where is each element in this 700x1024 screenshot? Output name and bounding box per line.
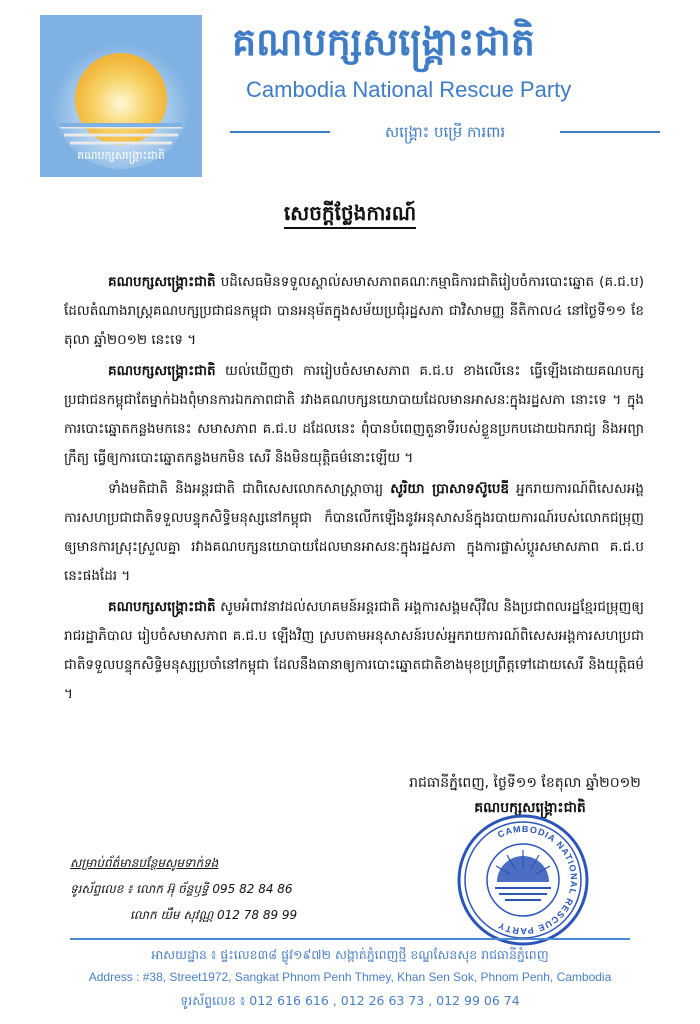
paragraph-text: សូមអំពាវនាវដល់សហគមន៍អន្តរជាតិ អង្គការសង្គមស៊ីវិល និងប្រជាពលរដ្ឋខ្មែរជម្រុញឲ្យរាជរដ្ឋាភិបាល រៀបចំសមាសភាព គ.ជ.ប ឡើងវិញ ស្របតាមអនុសាសន៍របស់អ្នករាយការណ៍ពិសេសអង្គការសហប្រជាជាតិទទួលបន្ទុកសិទ្ធិមនុស្សប្រចាំនៅកម្ពុជា ដែលនឹងធានាឲ្យការបោះឆ្នោតជាតិខាងមុខប្រព្រឹត្តទៅដោយសេរី និងយុត្តិធម៌ ។: [64, 599, 644, 702]
motto-row: [230, 120, 660, 144]
paragraph-lead: គណបក្សសង្គ្រោះជាតិ: [108, 274, 216, 290]
footer: [0, 943, 700, 1012]
place-and-date: រាជធានីភ្នំពេញ, ថ្ងៃទី១១ ខែតុលា ឆ្នាំ២០១២: [409, 775, 641, 791]
party-motto: សង្គ្រោះ បម្រើ ការពារ: [384, 123, 506, 141]
paragraph-lead: គណបក្សសង្គ្រោះជាតិ: [108, 599, 216, 615]
paragraph-lead: គណបក្សសង្គ្រោះជាតិ: [108, 363, 216, 379]
motto-divider-right: [560, 131, 660, 133]
party-logo: [40, 15, 202, 177]
paragraph-text: ទាំងមតិជាតិ និងអន្តរជាតិ ជាពិសេសលោកសាស្ត្រាចារ្យ: [108, 481, 391, 497]
rapporteur-name: សូរិយា ប្រាសាទស៊ូបេឌី: [390, 481, 509, 497]
paragraph-3: [64, 475, 644, 591]
contact-line-2: លោក យឹម សុវណ្ណ 012 78 89 99: [130, 908, 298, 922]
seal-stamp-icon: [455, 812, 591, 948]
paragraph-1: [64, 268, 644, 355]
paragraph-2: [64, 357, 644, 473]
statement-body: [64, 268, 644, 711]
party-name-english: Cambodia National Rescue Party: [246, 77, 572, 102]
paragraph-4: [64, 593, 644, 709]
contact-info: [70, 850, 297, 928]
footer-divider: [70, 938, 630, 940]
motto-divider-left: [230, 131, 330, 133]
party-name-khmer: គណបក្សសង្គ្រោះជាតិ: [232, 20, 535, 64]
logo-caption: គណបក្សសង្គ្រោះជាតិ: [77, 149, 165, 162]
document-title-text: សេចក្តីថ្លែងការណ៍: [284, 201, 416, 229]
svg-text:CAMBODIA NATIONAL RESCUE PARTY: CAMBODIA NATIONAL RESCUE PARTY: [495, 823, 580, 937]
party-seal: [455, 812, 591, 948]
contact-line-1: ទូរស័ព្ទលេខ ៖ លោក អ៊ុ ច័ន្ទឫទ្ធិ 095 82 84 86: [70, 882, 293, 896]
contact-heading: សម្រាប់ព័ត៌មានបន្ថែមសូមទាក់ទង: [70, 856, 219, 870]
signature-party: គណបក្សសង្គ្រោះជាតិ: [474, 800, 586, 816]
footer-phones: ទូរស័ព្ទលេខ ៖ 012 616 616 , 012 26 63 73 , 012 99 06 74: [180, 993, 520, 1008]
paragraph-text: យល់ឃើញថា ការរៀបចំសមាសភាព គ.ជ.ប ខាងលើនេះ ធ្វើឡើងដោយគណបក្សប្រជាជនកម្ពុជាតែម្នាក់ឯងពុំមានការឯកភាពជាតិ រវាងគណបក្សនយោបាយដែលមានអាសនៈក្នុងរដ្ឋសភា នោះទេ ។ ក្នុងការបោះឆ្នោតកន្លងមកនេះ សមាសភាព គ.ជ.ប ដដែលនេះ ពុំបានបំពេញតួនាទីរបស់ខ្លួនប្រកបដោយឯករាជ្យ និងអព្យាក្រឹត្យ ធ្វើឲ្យការបោះឆ្នោតកន្លងមកមិន សេរី និងមិនយុត្តិធម៌នោះឡើយ ។: [64, 363, 644, 466]
paragraph-text-after: អ្នករាយការណ៍ពិសេសអង្គការសហប្រជាជាតិទទួលបន្ទុកសិទ្ធិមនុស្សនៅកម្ពុជា ក៏បានលើកឡើងនូវអនុសាសន៍ក្នុងរបាយការណ៍របស់លោកជម្រុញឲ្យមានការស្រុះស្រួលគ្នា រវាងគណបក្សនយោបាយដែលមានអាសនៈក្នុងរដ្ឋសភា ក្នុងការផ្លាស់ប្តូរសមាសភាព គ.ជ.ប នេះផងដែរ ។: [64, 481, 644, 584]
paragraph-text: បដិសេធមិនទទួលស្គាល់សមាសភាពគណៈកម្មាធិការជាតិរៀបចំការបោះឆ្នោត (គ.ជ.ប) ដែលតំណាងរាស្ត្រគណបក្សប្រជាជនកម្ពុជា បានអនុម័តក្នុងសម័យប្រជុំរដ្ឋសភា ជាវិសាមញ្ញ នីតិកាល៤ នៅថ្ងៃទី១១ ខែតុលា ឆ្នាំ២០១២ នេះទេ ។: [64, 274, 644, 348]
footer-address-english: Address : #38, Street1972, Sangkat Phnom Penh Thmey, Khan Sen Sok, Phnom Penh, Cambodia: [88, 970, 612, 984]
footer-address-khmer: អាសយដ្ឋាន ៖ ផ្ទះលេខ៣៨ ផ្លូវ១៩៧២ សង្កាត់ភ្នំពេញថ្មី ខណ្ឌសែនសុខ រាជធានីភ្នំពេញ: [151, 947, 549, 962]
document-title: [0, 198, 700, 228]
